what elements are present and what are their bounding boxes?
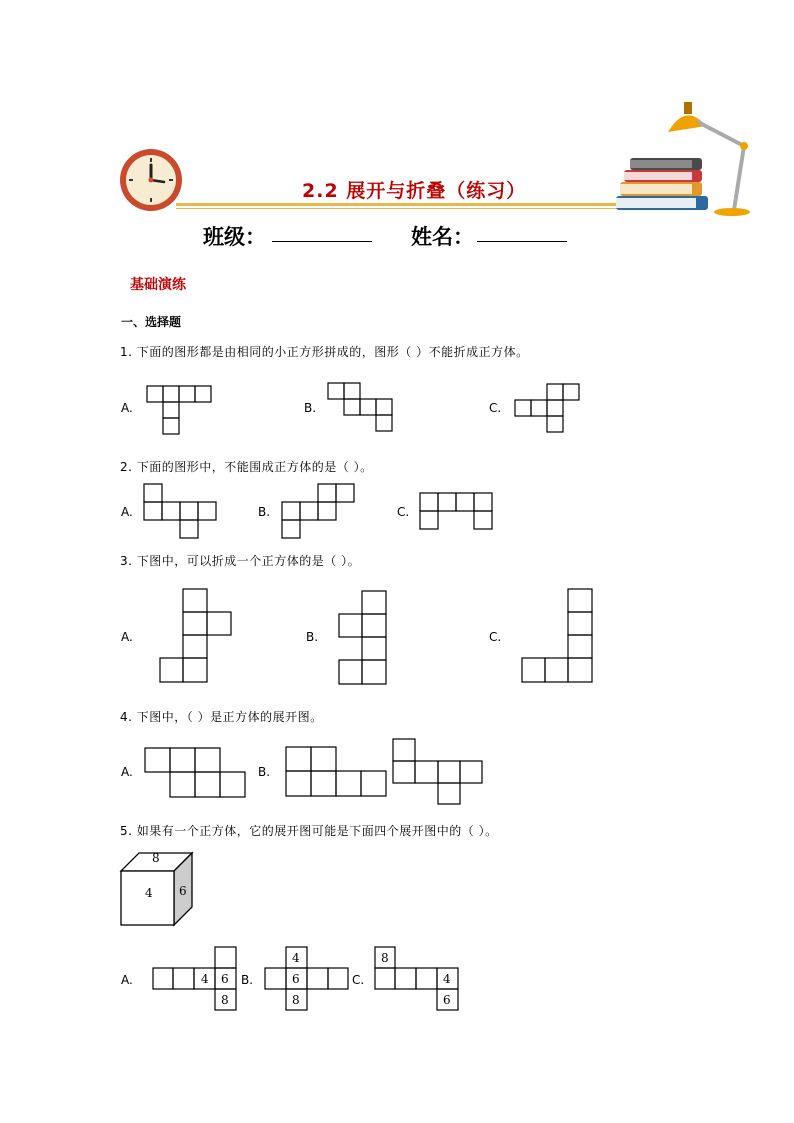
class-label: 班级：: [203, 225, 266, 249]
q3-net-c: [521, 588, 595, 685]
question-5: 5. 如果有一个正方体，它的展开图可能是下面四个展开图中的（ ）。: [120, 824, 498, 838]
q4-net-a: [144, 747, 247, 800]
q2-net-a: [143, 483, 221, 540]
q1-option-c[interactable]: C.: [489, 401, 502, 415]
cube-front-number: 4: [145, 886, 153, 900]
question-2: 2. 下面的图形中，不能围成正方体的是（ ）。: [120, 460, 373, 474]
q2-option-c[interactable]: C.: [397, 505, 410, 519]
q5-option-a[interactable]: A.: [121, 973, 133, 987]
header-rule: [176, 203, 646, 206]
q5-net-a: [152, 946, 238, 1012]
question-4: 4. 下图中，（ ）是正方体的展开图。: [120, 710, 323, 724]
question-1: 1. 下面的图形都是由相同的小正方形拼成的，图形（ ）不能折成正方体。: [120, 345, 529, 359]
q5a-cell-6: 6: [221, 972, 229, 986]
q4-net-c: [392, 738, 485, 806]
q1-net-b: [327, 382, 394, 434]
header-rule-thin: [176, 208, 646, 209]
question-3: 3. 下图中，可以折成一个正方体的是（ ）。: [120, 554, 361, 568]
cube-side-number: 6: [179, 884, 187, 898]
section-heading: 基础演练: [130, 277, 186, 293]
name-label: 姓名：: [411, 225, 474, 249]
q3-net-b: [338, 590, 389, 687]
class-blank[interactable]: [272, 241, 372, 242]
q4-option-b[interactable]: B.: [258, 765, 271, 779]
q5a-cell-8: 8: [221, 993, 229, 1007]
q5-net-b: [264, 946, 350, 1012]
cube-top-number: 8: [152, 851, 160, 865]
q4-option-a[interactable]: A.: [121, 765, 133, 779]
q5b-cell-6: 6: [292, 972, 300, 986]
q1-option-a[interactable]: A.: [121, 401, 133, 415]
q3-option-b[interactable]: B.: [306, 630, 319, 644]
q2-net-b: [281, 483, 359, 540]
q5b-cell-4: 4: [292, 951, 300, 965]
clock-icon: [118, 148, 184, 212]
q3-option-a[interactable]: A.: [121, 630, 133, 644]
q5-option-c[interactable]: C.: [352, 973, 365, 987]
q1-option-b[interactable]: B.: [304, 401, 317, 415]
q2-option-b[interactable]: B.: [258, 505, 271, 519]
q5b-cell-8: 8: [292, 993, 300, 1007]
q1-net-c: [514, 383, 581, 435]
q5-net-c: [374, 946, 460, 1012]
name-blank[interactable]: [477, 241, 567, 242]
q5c-cell-4: 4: [443, 972, 451, 986]
q5c-cell-6: 6: [443, 993, 451, 1007]
q2-net-c: [419, 492, 493, 531]
q4-net-b: [285, 746, 388, 799]
q1-net-a: [146, 385, 213, 437]
q2-option-a[interactable]: A.: [121, 505, 133, 519]
desk-lamp-icon: [664, 98, 756, 218]
q5-option-b[interactable]: B.: [241, 973, 254, 987]
page-title: 2.2 展开与折叠（练习）: [302, 180, 527, 202]
q5c-cell-8: 8: [381, 951, 389, 965]
subsection-heading: 一、选择题: [121, 315, 182, 329]
q5a-cell-4: 4: [201, 972, 209, 986]
q3-net-a: [159, 588, 233, 685]
q3-option-c[interactable]: C.: [489, 630, 502, 644]
